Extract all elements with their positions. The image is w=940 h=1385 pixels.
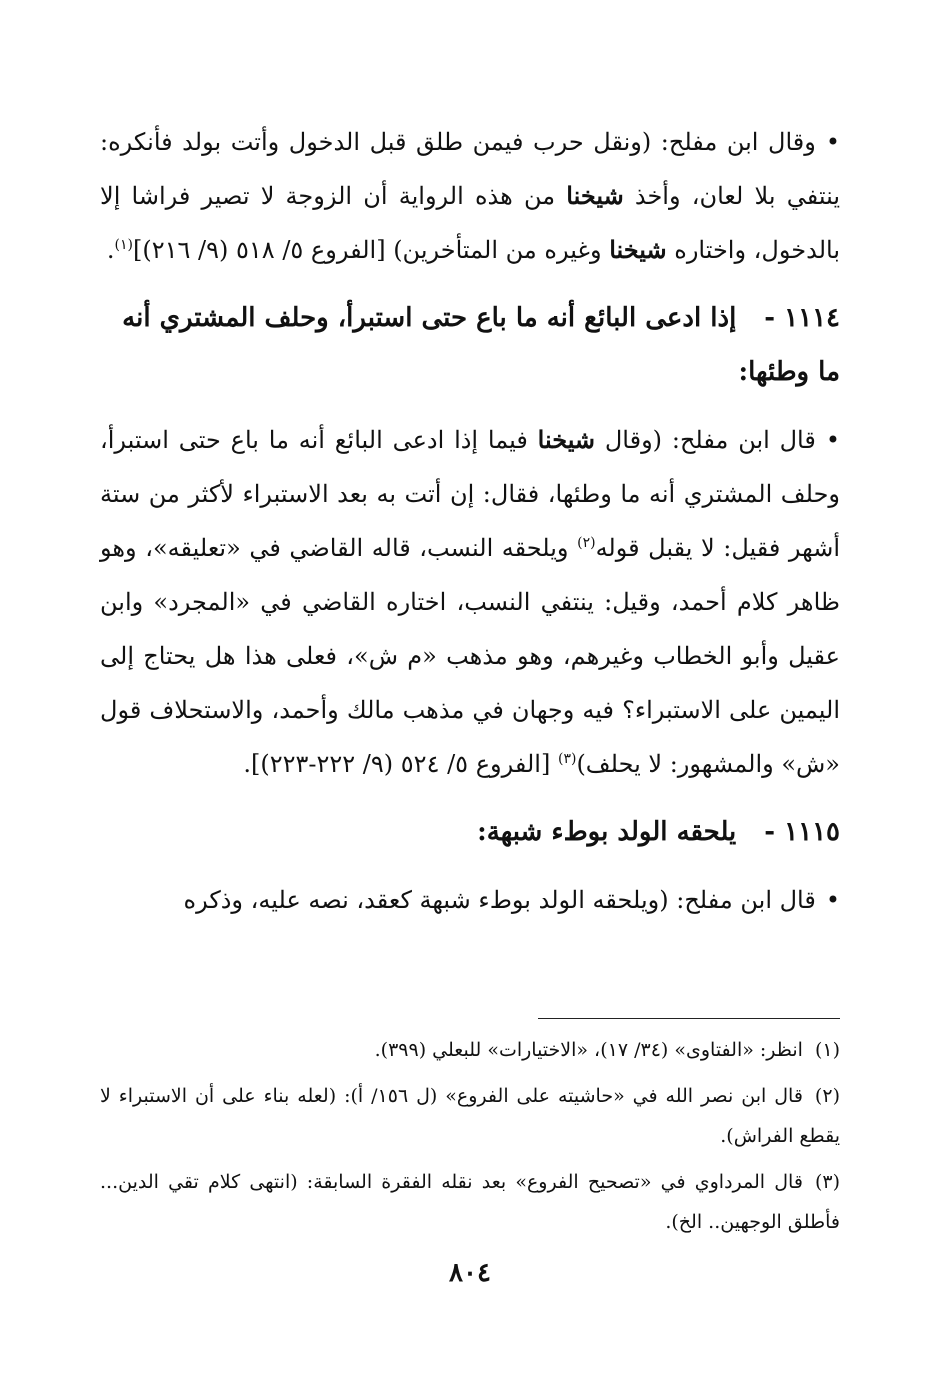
section-heading-1114 [100,291,840,399]
paragraph-end: . [106,236,115,264]
footnote-ref: (٢) [577,535,596,551]
footnote-2 [100,1076,840,1156]
section-number: ١١١٥ - [764,817,840,847]
section-number: ١١١٤ - [764,303,840,333]
page-body [100,115,840,927]
bullet-icon: • [825,128,840,156]
footnote-number: (١) [814,1039,840,1061]
footnote-text: قال ابن نصر الله في «حاشيته على الفروع» (ل ١٥٦/ أ): (لعله بناء على أن الاستبراء لا يقطع الفراش). [100,1085,840,1147]
bold-term: شيخنا [609,235,667,264]
bold-term: شيخنا [566,181,624,210]
paragraph-text: ويلحقه النسب، قاله القاضي في «تعليقه»، وهو ظاهر كلام أحمد، وقيل: ينتفي النسب، اختاره القاضي في «المجرد» وابن عقيل وأبو الخطاب وغيرهم، وهو مذهب «م ش»، فعلى هذا هل يحتاج إلى اليمين على الاستبراء؟ فيه وجهان في مذهب مالك وأحمد، والاستحلاف قول «ش» والمشهور: لا يحلف) [100,534,840,778]
section-title: إذا ادعى البائع أنه ما باع حتى استبرأ، وحلف المشتري أنه ما وطئها: [122,303,840,387]
paragraph-text: [الفروع ٥/ ٥٢٤ (٩/ ٢٢٢-٢٢٣)]. [243,750,558,778]
paragraph-text: وقال ابن مفلح: (ونقل حرب فيمن طلق قبل الدخول وأتت بولد فأنكره: ينتفي بلا لعان، وأخذ [100,128,840,210]
section-title: يلحقه الولد بوطء شبهة: [477,817,737,847]
footnote-ref: (١) [114,237,133,253]
footnote-divider [538,1018,840,1019]
paragraph-text: وغيره من المتأخرين) [الفروع ٥/ ٥١٨ (٩/ ٢١٦)] [133,236,610,264]
footnote-text: انظر: «الفتاوى» (٣٤/ ١٧)، «الاختيارات» للبعلي (٣٩٩). [374,1039,803,1061]
footnote-text: قال المرداوي في «تصحيح الفروع» بعد نقله الفقرة السابقة: (انتهى كلام تقي الدين... فأطلق الوجهين.. الخ). [100,1171,840,1233]
paragraph-ibn-muflih-2 [100,413,840,791]
footnote-number: (٢) [814,1085,840,1107]
paragraph-text: من هذه الرواية أن الزوجة لا تصير فراشا إلا بالدخول، واختاره [100,182,840,264]
footnote-1 [100,1030,840,1070]
footnotes [100,1030,840,1248]
footnote-ref: (٣) [557,751,577,767]
paragraph-text: فيما إذا ادعى البائع أنه ما باع حتى استبرأ، وحلف المشتري أنه ما وطئها، فقال: إن أتت به بعد الاستبراء لأكثر من ستة أشهر فقيل: لا يقبل قوله [100,426,840,562]
page-number: ٨٠٤ [449,1258,491,1288]
paragraph-text: قال ابن مفلح: (ويلحقه الولد بوطء شبهة كعقد، نصه عليه، وذكره [183,886,816,914]
bullet-icon: • [825,426,840,454]
paragraph-text: قال ابن مفلح: (وقال [595,426,816,454]
footnote-number: (٣) [814,1171,840,1193]
footnote-3 [100,1162,840,1242]
paragraph-ibn-muflih-3 [100,873,840,927]
section-heading-1115 [100,805,840,859]
paragraph-ibn-muflih-1 [100,115,840,277]
bullet-icon: • [825,886,840,914]
bold-term: شيخنا [537,425,596,454]
